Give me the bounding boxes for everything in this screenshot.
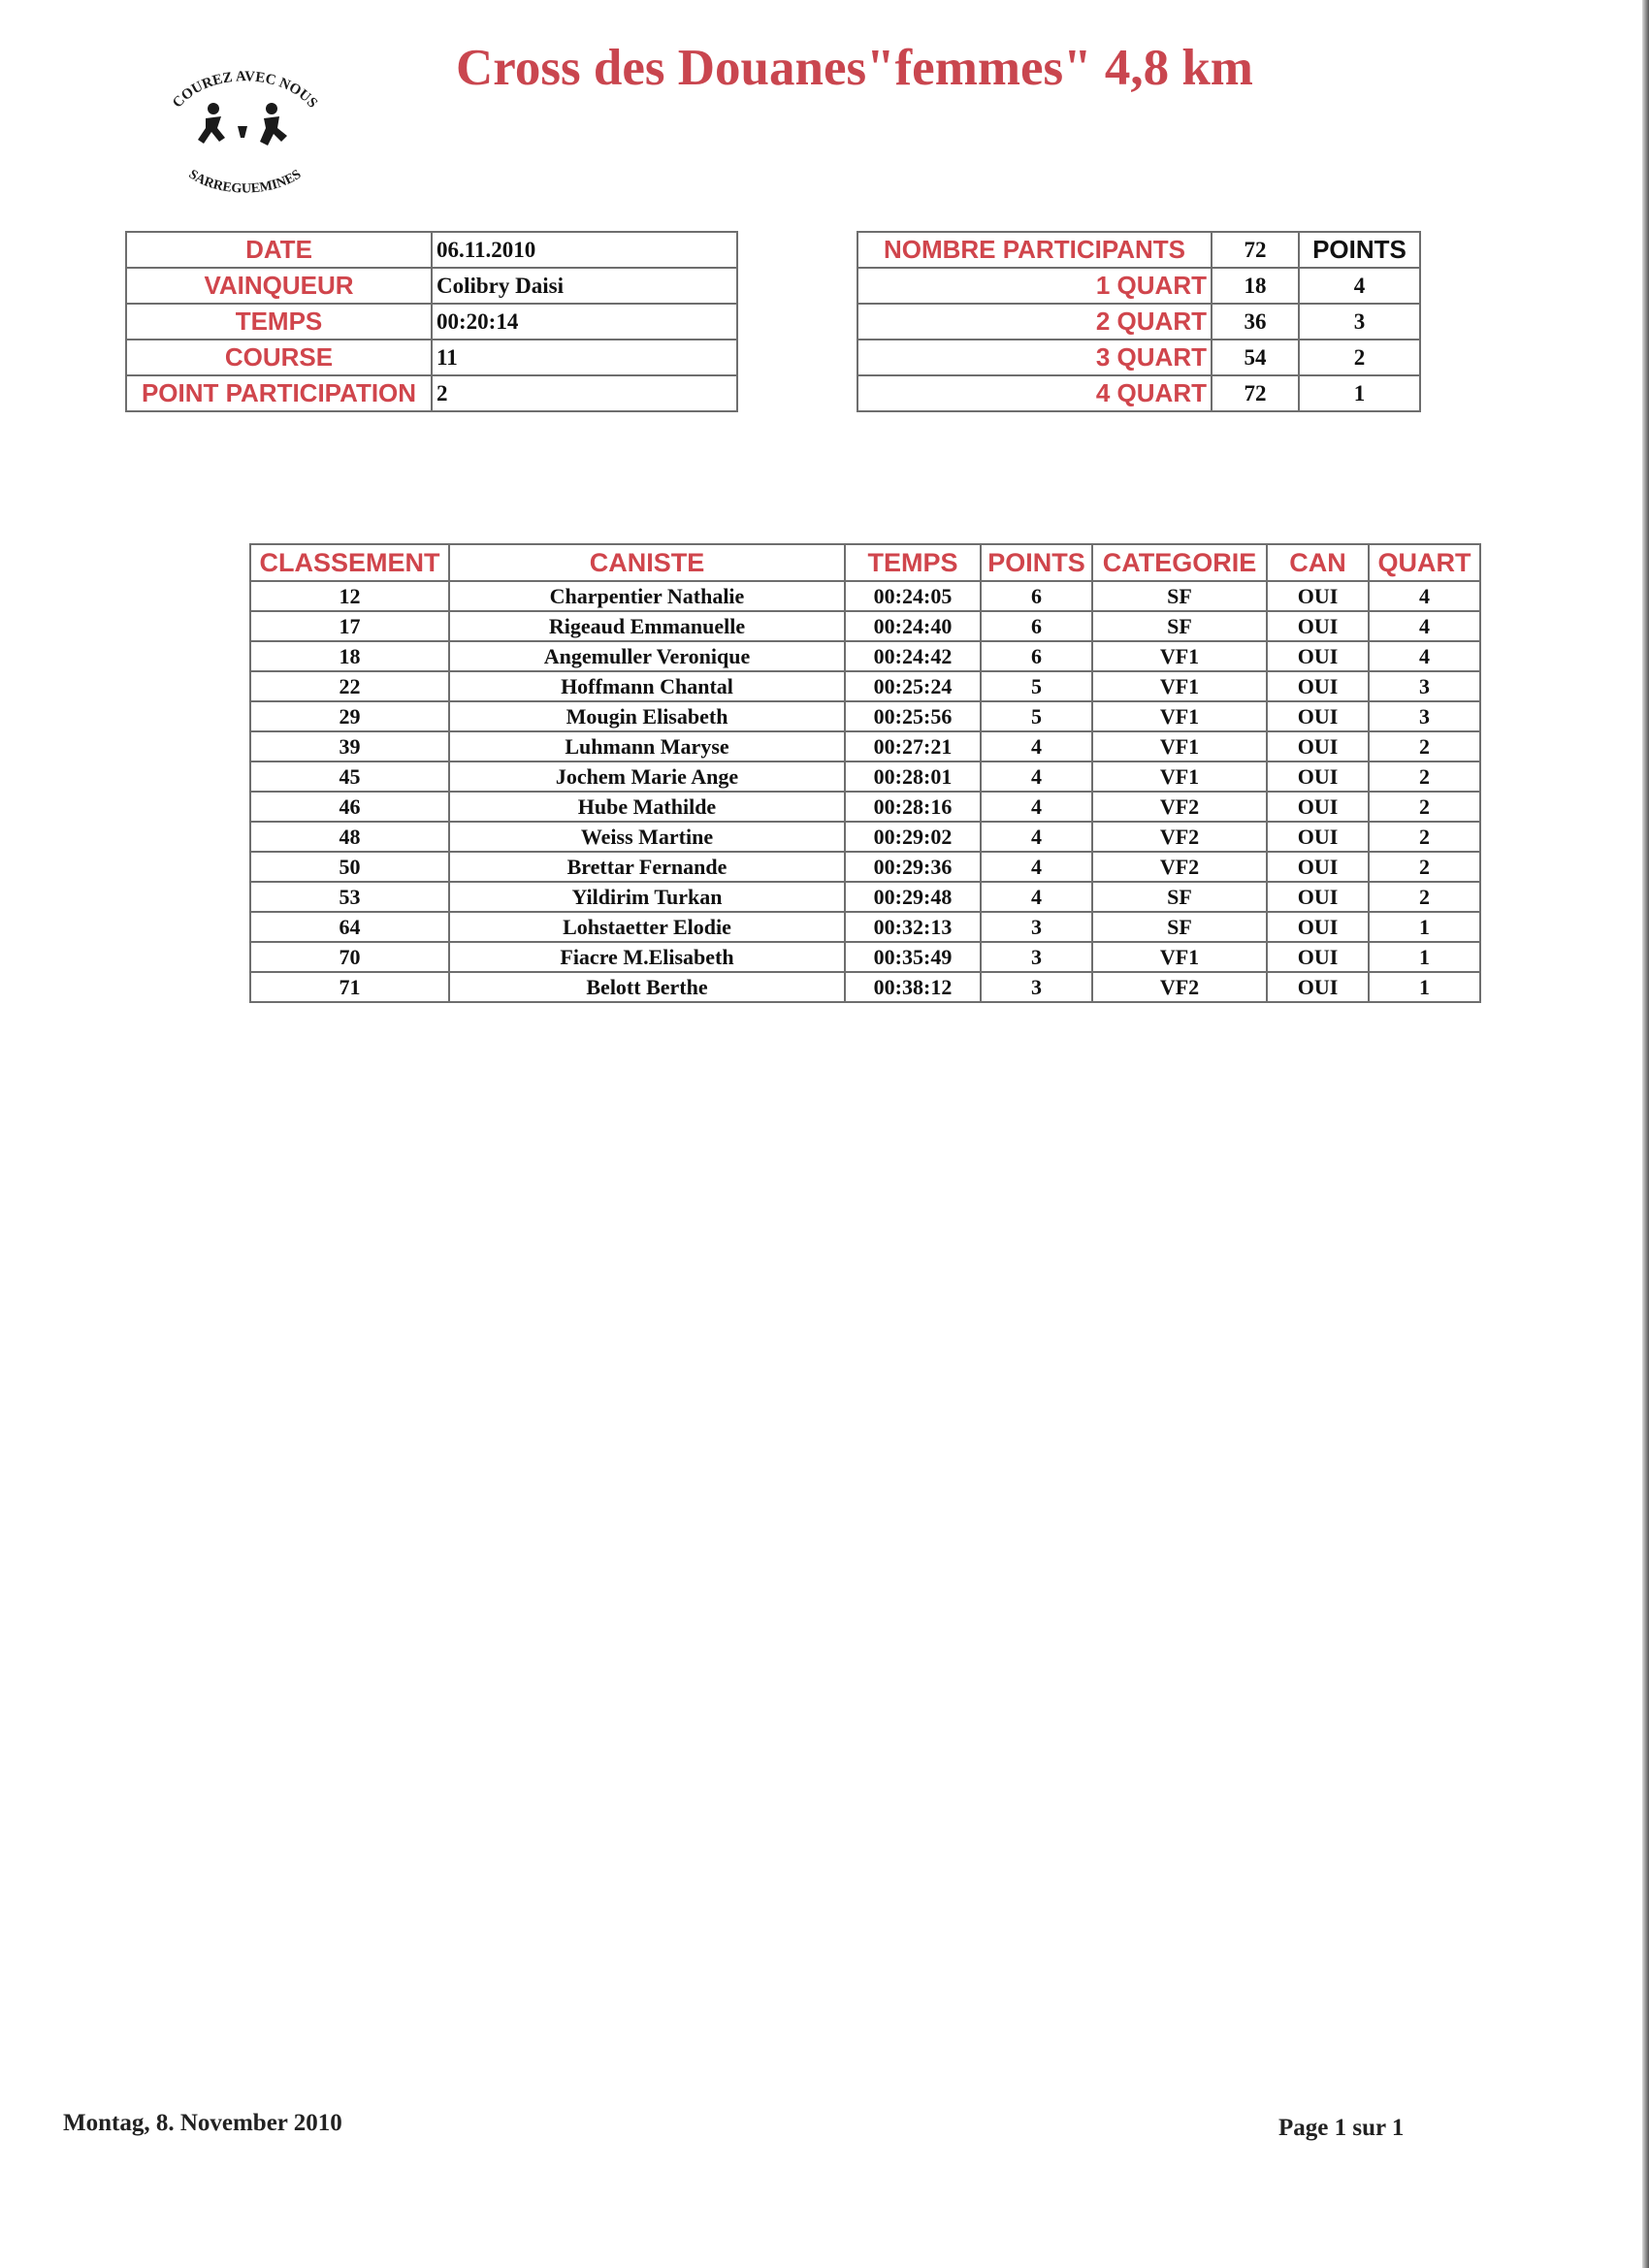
quart-cell: 2	[1369, 731, 1480, 761]
time-cell: 00:28:01	[845, 761, 981, 792]
time-cell: 00:29:36	[845, 852, 981, 882]
table-row	[250, 852, 1480, 882]
time-cell: 00:29:02	[845, 822, 981, 852]
category-cell: VF2	[1092, 972, 1267, 1002]
points-cell: 5	[981, 671, 1092, 701]
can-cell: OUI	[1267, 611, 1369, 641]
points-cell: 4	[981, 761, 1092, 792]
time-cell: 00:27:21	[845, 731, 981, 761]
points-cell: 4	[981, 882, 1092, 912]
quart-cell: 4	[1369, 611, 1480, 641]
info-value: 2	[432, 375, 737, 411]
time-cell: 00:32:13	[845, 912, 981, 942]
points-cell: 3	[981, 972, 1092, 1002]
info-label: DATE	[126, 232, 432, 268]
time-cell: 00:24:42	[845, 641, 981, 671]
table-row	[250, 912, 1480, 942]
col-header-classement: CLASSEMENT	[250, 544, 449, 581]
points-cell: 4	[981, 822, 1092, 852]
info-row	[126, 232, 737, 268]
quart-cell: 4	[1369, 641, 1480, 671]
participants-count: 72	[1212, 232, 1299, 268]
category-cell: VF1	[1092, 701, 1267, 731]
col-header-categorie: CATEGORIE	[1092, 544, 1267, 581]
name-cell: Yildirim Turkan	[449, 882, 845, 912]
table-row	[250, 671, 1480, 701]
race-info-table	[125, 231, 738, 412]
quart-row	[857, 304, 1420, 340]
participants-label: NOMBRE PARTICIPANTS	[857, 232, 1212, 268]
rank-cell: 12	[250, 581, 449, 611]
table-row	[250, 641, 1480, 671]
info-label: TEMPS	[126, 304, 432, 340]
points-cell: 4	[981, 852, 1092, 882]
category-cell: SF	[1092, 912, 1267, 942]
quart-cell: 2	[1369, 852, 1480, 882]
name-cell: Luhmann Maryse	[449, 731, 845, 761]
can-cell: OUI	[1267, 972, 1369, 1002]
points-cell: 6	[981, 611, 1092, 641]
footer-page-number: Page 1 sur 1	[1278, 2115, 1405, 2141]
can-cell: OUI	[1267, 671, 1369, 701]
runners-logo-icon	[146, 68, 340, 204]
points-cell: 3	[981, 942, 1092, 972]
rank-cell: 64	[250, 912, 449, 942]
rank-cell: 18	[250, 641, 449, 671]
can-cell: OUI	[1267, 822, 1369, 852]
points-cell: 5	[981, 701, 1092, 731]
category-cell: VF2	[1092, 822, 1267, 852]
quart-count: 54	[1212, 340, 1299, 375]
info-row	[126, 304, 737, 340]
quart-points: 2	[1299, 340, 1420, 375]
scan-edge	[1642, 0, 1649, 2268]
quart-points-table	[857, 231, 1421, 412]
category-cell: VF1	[1092, 731, 1267, 761]
time-cell: 00:29:48	[845, 882, 981, 912]
can-cell: OUI	[1267, 731, 1369, 761]
rank-cell: 46	[250, 792, 449, 822]
time-cell: 00:35:49	[845, 942, 981, 972]
quart-cell: 3	[1369, 671, 1480, 701]
points-cell: 6	[981, 581, 1092, 611]
rank-cell: 45	[250, 761, 449, 792]
quart-row	[857, 375, 1420, 411]
quart-count: 18	[1212, 268, 1299, 304]
quart-label: 1 QUART	[857, 268, 1212, 304]
category-cell: VF1	[1092, 761, 1267, 792]
quart-label: 4 QUART	[857, 375, 1212, 411]
rank-cell: 39	[250, 731, 449, 761]
points-cell: 4	[981, 792, 1092, 822]
results-header-row	[250, 544, 1480, 581]
name-cell: Lohstaetter Elodie	[449, 912, 845, 942]
can-cell: OUI	[1267, 641, 1369, 671]
quart-points: 3	[1299, 304, 1420, 340]
name-cell: Jochem Marie Ange	[449, 761, 845, 792]
name-cell: Hoffmann Chantal	[449, 671, 845, 701]
category-cell: SF	[1092, 581, 1267, 611]
logo-top-text: COUREZ AVEC NOUS	[170, 69, 321, 112]
quart-cell: 1	[1369, 942, 1480, 972]
quart-row	[857, 340, 1420, 375]
info-value: Colibry Daisi	[432, 268, 737, 304]
can-cell: OUI	[1267, 761, 1369, 792]
category-cell: VF1	[1092, 641, 1267, 671]
category-cell: VF1	[1092, 942, 1267, 972]
points-cell: 4	[981, 731, 1092, 761]
time-cell: 00:24:05	[845, 581, 981, 611]
table-row	[250, 822, 1480, 852]
name-cell: Weiss Martine	[449, 822, 845, 852]
quart-cell: 2	[1369, 761, 1480, 792]
page-title: Cross des Douanes"femmes" 4,8 km	[456, 40, 1253, 96]
rank-cell: 22	[250, 671, 449, 701]
info-label: POINT PARTICIPATION	[126, 375, 432, 411]
name-cell: Hube Mathilde	[449, 792, 845, 822]
table-row	[250, 972, 1480, 1002]
time-cell: 00:24:40	[845, 611, 981, 641]
category-cell: VF2	[1092, 852, 1267, 882]
quart-count: 36	[1212, 304, 1299, 340]
quart-count: 72	[1212, 375, 1299, 411]
category-cell: VF2	[1092, 792, 1267, 822]
quart-cell: 3	[1369, 701, 1480, 731]
info-row	[126, 268, 737, 304]
can-cell: OUI	[1267, 882, 1369, 912]
can-cell: OUI	[1267, 701, 1369, 731]
quart-cell: 2	[1369, 822, 1480, 852]
results-table	[249, 543, 1481, 1003]
quart-cell: 2	[1369, 882, 1480, 912]
table-row	[250, 942, 1480, 972]
can-cell: OUI	[1267, 942, 1369, 972]
rank-cell: 50	[250, 852, 449, 882]
col-header-caniste: CANISTE	[449, 544, 845, 581]
info-value: 06.11.2010	[432, 232, 737, 268]
info-row	[126, 340, 737, 375]
results-body	[250, 581, 1480, 1002]
logo-bottom-text: SARREGUEMINES	[185, 167, 305, 197]
quart-cell: 2	[1369, 792, 1480, 822]
rank-cell: 48	[250, 822, 449, 852]
col-header-quart: QUART	[1369, 544, 1480, 581]
points-cell: 6	[981, 641, 1092, 671]
time-cell: 00:25:24	[845, 671, 981, 701]
rank-cell: 70	[250, 942, 449, 972]
category-cell: SF	[1092, 611, 1267, 641]
col-header-points: POINTS	[981, 544, 1092, 581]
table-row	[250, 761, 1480, 792]
quart-cell: 1	[1369, 972, 1480, 1002]
col-header-can: CAN	[1267, 544, 1369, 581]
points-header: POINTS	[1299, 232, 1420, 268]
table-row	[250, 731, 1480, 761]
quart-header-row	[857, 232, 1420, 268]
quart-points: 4	[1299, 268, 1420, 304]
table-row	[250, 581, 1480, 611]
quart-cell: 4	[1369, 581, 1480, 611]
svg-text:COUREZ AVEC NOUS	[170, 69, 320, 111]
name-cell: Charpentier Nathalie	[449, 581, 845, 611]
can-cell: OUI	[1267, 852, 1369, 882]
rank-cell: 53	[250, 882, 449, 912]
name-cell: Belott Berthe	[449, 972, 845, 1002]
table-row	[250, 611, 1480, 641]
name-cell: Rigeaud Emmanuelle	[449, 611, 845, 641]
col-header-temps: TEMPS	[845, 544, 981, 581]
info-row	[126, 375, 737, 411]
can-cell: OUI	[1267, 912, 1369, 942]
quart-points: 1	[1299, 375, 1420, 411]
table-row	[250, 701, 1480, 731]
rank-cell: 29	[250, 701, 449, 731]
category-cell: SF	[1092, 882, 1267, 912]
info-value: 00:20:14	[432, 304, 737, 340]
name-cell: Mougin Elisabeth	[449, 701, 845, 731]
can-cell: OUI	[1267, 792, 1369, 822]
info-label: VAINQUEUR	[126, 268, 432, 304]
info-label: COURSE	[126, 340, 432, 375]
category-cell: VF1	[1092, 671, 1267, 701]
rank-cell: 17	[250, 611, 449, 641]
quart-cell: 1	[1369, 912, 1480, 942]
time-cell: 00:25:56	[845, 701, 981, 731]
name-cell: Angemuller Veronique	[449, 641, 845, 671]
svg-text:SARREGUEMINES	[186, 167, 305, 196]
table-row	[250, 792, 1480, 822]
table-row	[250, 882, 1480, 912]
time-cell: 00:38:12	[845, 972, 981, 1002]
quart-label: 3 QUART	[857, 340, 1212, 375]
name-cell: Fiacre M.Elisabeth	[449, 942, 845, 972]
points-cell: 3	[981, 912, 1092, 942]
can-cell: OUI	[1267, 581, 1369, 611]
rank-cell: 71	[250, 972, 449, 1002]
time-cell: 00:28:16	[845, 792, 981, 822]
name-cell: Brettar Fernande	[449, 852, 845, 882]
footer-date: Montag, 8. November 2010	[63, 2110, 342, 2136]
quart-row	[857, 268, 1420, 304]
quart-label: 2 QUART	[857, 304, 1212, 340]
info-value: 11	[432, 340, 737, 375]
